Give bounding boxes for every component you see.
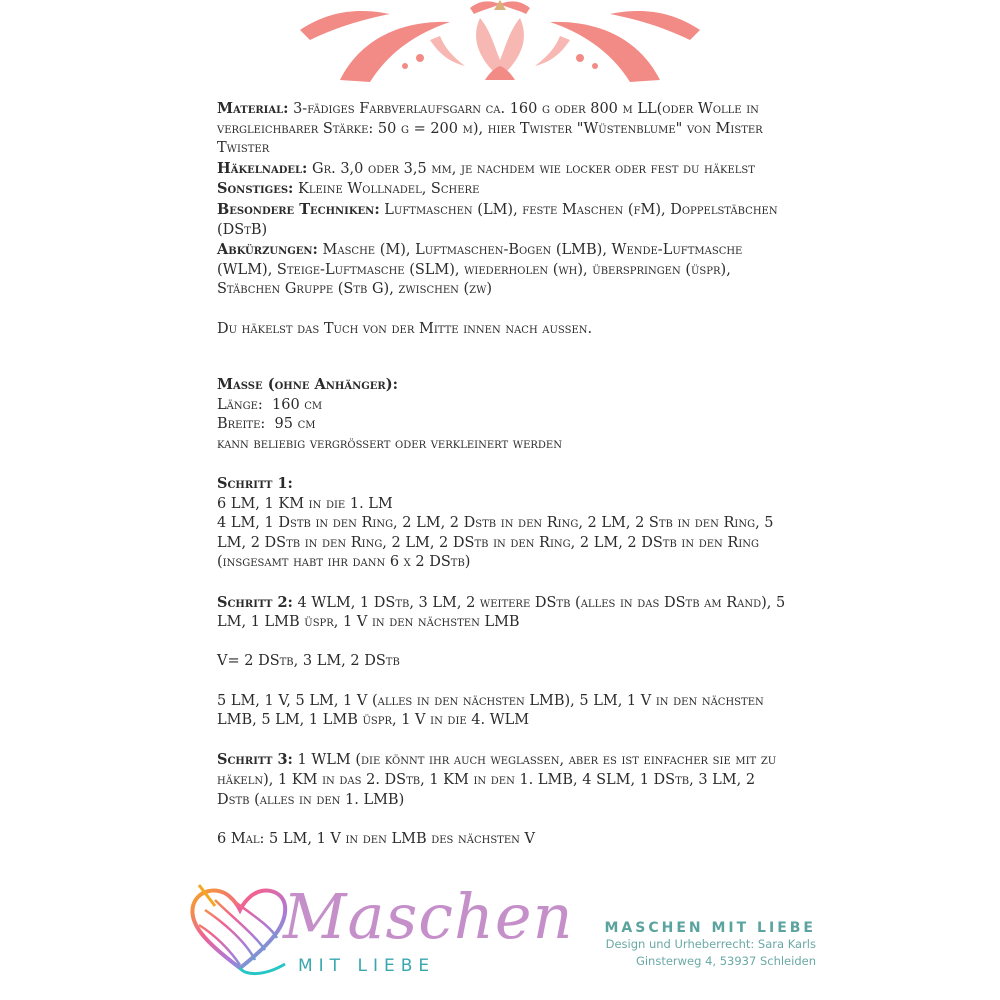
schritt3-text: 1 WLM (die könnt ihr auch weglassen, aber es ist einfacher sie mit zu häkeln), 1 KM in das 2. DStb, 1 KM in den 1. LMB, 4 SLM, 1 DStb, 3 LM, 2 Dstb (alles in den 1. LMB) — [217, 752, 777, 808]
intro-text: Du häkelst das Tuch von der Mitte innen nach aussen. — [217, 320, 593, 337]
haekelnadel-label: Häkelnadel: — [217, 159, 308, 177]
schritt1-label: Schritt 1: — [217, 475, 293, 493]
schritt2-v-definition: V= 2 DStb, 3 LM, 2 DStb — [217, 653, 400, 670]
schritt1-label-line — [217, 474, 787, 495]
schritt2-label: Schritt 2: — [217, 593, 293, 611]
abkuerzungen-paragraph — [217, 240, 787, 300]
techniken-label: Besondere Techniken: — [217, 200, 380, 218]
material-label: Material: — [217, 100, 289, 117]
material-text: 3-fädiges Farbverlaufsgarn ca. 160 g oder 800 m LL(oder Wolle in vergleichbarer Stärke: 50 g = 200 m), hier Twister "Wüstenblume" von Mister Twister — [217, 101, 763, 157]
brand-logo — [185, 880, 574, 980]
haekelnadel-text: Gr. 3,0 oder 3,5 mm, je nachdem wie locker oder fest du häkelst — [307, 160, 755, 177]
sonstiges-text: Kleine Wollnadel, Schere — [293, 181, 480, 198]
schritt2-line3: 5 LM, 1 V, 5 LM, 1 V (alles in den nächsten LMB), 5 LM, 1 V in den nächsten LMB, 5 LM, 1 LMB üspr, 1 V in die 4. WLM — [217, 692, 764, 729]
pattern-document — [217, 99, 787, 849]
logo-subtitle: MIT LIEBE — [298, 956, 436, 976]
footer-address: Ginsterweg 4, 53937 Schleiden — [635, 954, 816, 968]
floral-ornament-icon — [280, 0, 720, 90]
masse-label-line — [217, 375, 787, 396]
schritt3-line2: 6 Mal: 5 LM, 1 V in den LMB des nächsten V — [217, 830, 535, 847]
schritt2-text: 4 WLM, 1 DStb, 3 LM, 2 weitere DStb (alles in das DStb am Rand), 5 LM, 1 LMB üspr, 1 V in den nächsten LMB — [217, 594, 786, 631]
schritt3-paragraph — [217, 750, 787, 810]
techniken-paragraph — [217, 200, 787, 240]
sonstiges-label: Sonstiges: — [217, 180, 294, 198]
techniken-text: Luftmaschen (LM), feste Maschen (fM), Doppelstäbchen (DStB) — [217, 201, 778, 238]
footer-brand: MASCHEN MIT LIEBE — [604, 920, 816, 936]
material-paragraph — [217, 99, 787, 159]
masse-breite: Breite: 95 cm — [217, 416, 316, 433]
footer-copyright: Design und Urheberrecht: Sara Karls — [605, 937, 816, 951]
haekelnadel-paragraph — [217, 159, 787, 180]
schritt2-paragraph — [217, 593, 787, 633]
schritt1-line1: 6 LM, 1 KM in die 1. LM — [217, 495, 393, 512]
schritt1-line2: 4 LM, 1 Dstb in den Ring, 2 LM, 2 Dstb in den Ring, 2 LM, 2 Stb in den Ring, 5 LM, 2 DStb in den Ring, 2 LM, 2 DStb in den Ring, 2 LM, 2 DStb in den Ring (insgesamt habt ihr dann 6 x 2 DStb) — [217, 515, 774, 571]
abkuerzungen-label: Abkürzungen: — [217, 241, 318, 259]
masse-laenge: Länge: 160 cm — [217, 396, 323, 413]
masse-note: kann beliebig vergrössert oder verkleinert werden — [217, 435, 562, 452]
footer-info — [605, 920, 817, 970]
masse-label: Masse (ohne Anhänger): — [217, 376, 398, 394]
sonstiges-paragraph — [217, 179, 787, 200]
yarn-heart-icon — [185, 880, 295, 980]
schritt3-label: Schritt 3: — [217, 751, 293, 769]
abkuerzungen-text: Masche (M), Luftmaschen-Bogen (LMB), Wende-Luftmasche (WLM), Steige-Luftmasche (SLM), wiederholen (wh), überspringen (üspr), Stäbchen Gruppe (Stb G), zwischen (zw) — [217, 242, 743, 298]
logo-script-text: Maschen — [283, 880, 574, 953]
